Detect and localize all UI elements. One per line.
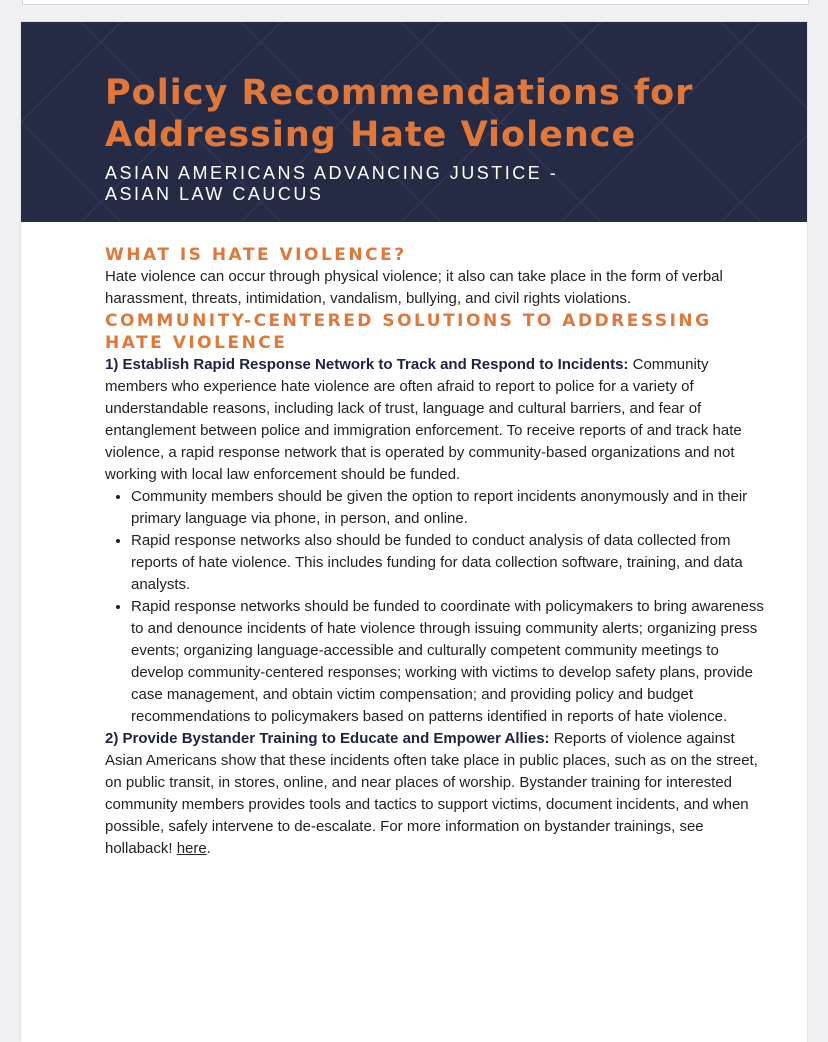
- recommendation-2-end: .: [206, 840, 211, 857]
- recommendation-1-bullets: [105, 486, 775, 728]
- document-page: [21, 22, 807, 1042]
- bullet-item: • Rapid response networks should be funded to coordinate with policymakers to bring awareness to and denounce incidents of hate violence through issuing community alerts; organizing press events; organizing language-accessible and culturally competent community meetings to develop community-centered responses; working with victims to develop safety plans, provide case management, and obtain victim compensation; and providing policy and budget recommendations to policymakers based on patterns identified in reports of hate violence.: [131, 596, 775, 728]
- subtitle-line-2: ASIAN LAW CAUCUS: [105, 184, 324, 204]
- hollaback-link[interactable]: here: [176, 840, 207, 857]
- previous-page-edge: [22, 0, 809, 5]
- document-title: [105, 72, 693, 156]
- recommendation-2-body: Reports of violence against Asian Americans show that these incidents often take place in public places, such as on the street, on public transit, in stores, online, and near places of worship. Bystander training for interested community members provides tools and tactics to support victims, document incidents, and when possible, safely intervene to de-escalate. For more information on bystander trainings, see hollaback!: [105, 730, 758, 857]
- section-heading-solutions: COMMUNITY-CENTERED SOLUTIONS TO ADDRESSING HATE VIOLENCE: [105, 311, 712, 353]
- document-content: [105, 244, 775, 860]
- recommendation-1-body: Community members who experience hate violence are often afraid to report to police for a variety of understandable reasons, including lack of trust, language and cultural barriers, and fear of entanglement between police and immigration enforcement. To receive reports of and track hate violence, a rapid response network that is operated by community-based organizations and not working with local law enforcement should be funded.: [105, 356, 742, 483]
- organization-name: [105, 163, 558, 205]
- recommendation-1-title: 1) Establish Rapid Response Network to Track and Respond to Incidents:: [105, 356, 629, 373]
- recommendation-1: [105, 354, 775, 486]
- header-banner: [21, 22, 807, 222]
- recommendation-2: [105, 728, 775, 860]
- bullet-item: • Community members should be given the option to report incidents anonymously and in their primary language via phone, in person, and online.: [131, 486, 775, 530]
- title-line-2: Addressing Hate Violence: [105, 115, 637, 155]
- section-body-definition: Hate violence can occur through physical violence; it also can take place in the form of verbal harassment, threats, intimidation, vandalism, bullying, and civil rights violations.: [105, 268, 723, 307]
- bullet-item: • Rapid response networks also should be funded to conduct analysis of data collected from reports of hate violence. This includes funding for data collection software, training, and data analysts.: [131, 530, 775, 596]
- section-heading-what-is-hate-violence: WHAT IS HATE VIOLENCE?: [105, 245, 407, 265]
- title-line-1: Policy Recommendations for: [105, 73, 694, 113]
- subtitle-line-1: ASIAN AMERICANS ADVANCING JUSTICE -: [105, 163, 559, 183]
- recommendation-2-title: 2) Provide Bystander Training to Educate and Empower Allies:: [105, 730, 550, 747]
